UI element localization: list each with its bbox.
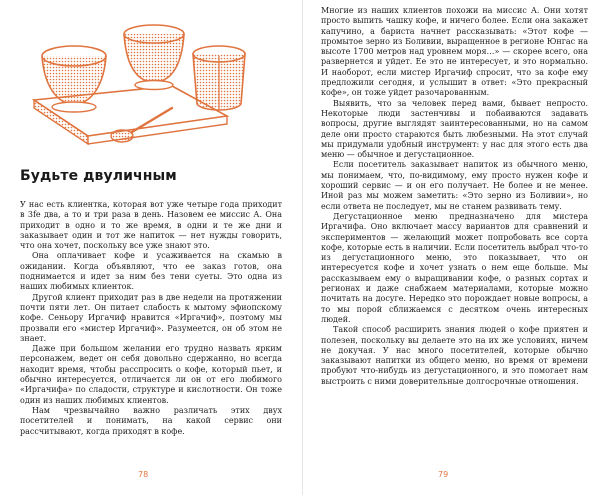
paragraph: Выявить, что за человек перед вами, бывает непросто. Некоторые люди застенчивы и побаиваются задавать вопросы, другие выглядят заинтересованными, но на самом деле они просто стараются быть любезными. На этот случай мы придумали удобный инструмент: у нас для этого есть два меню — обычное и дегустационное. [321,98,588,160]
section-heading: Будьте двуличным [20,168,177,184]
paragraph: Даже при большом желании его трудно назвать ярким персонажем, ведет он себя довольно сдержанно, но всегда находит время, чтобы расспросить о кофе, который пьет, и обычно интересуется, отличается ли он от его любимого «Иргачифа» по сладости, структуре и кислотности. Он тоже один из наших любимых клиентов. [20,344,282,405]
paragraph: Она оплачивает кофе и усаживается на скамью в ожидании. Когда объявляют, что ее заказ готов, она поднимается и идет за ним без тени суеты. Это одна из наших любимых клиенток. [20,251,282,292]
left-page [0,0,302,495]
paragraph: Многие из наших клиентов похожи на миссис А. Они хотят просто выпить чашку кофе, и ничего более. Если она закажет капучино, а бариста начнет рассказывать: «Этот кофе — промытое зерно из Боливии, выращенное в регионе Юнгас на высоте 1700 метров над уровнем моря…» — скорее всего, она развернется и уйдет. Ее это не интересует, и это нормально. И наоборот, если мистер Иргачиф спросит, что за кофе ему предложили сегодня, и услышит в ответ: «Это прекрасный кофе», он тоже уйдет разочарованным. [321,6,588,98]
paragraph: У нас есть клиентка, которая вот уже четыре года приходит в 3fe два, а то и три раза в день. Назовем ее миссис А. Она приходит в одно и то же время, в одни и те же дни и заказывает один и тот же напиток — нет нужды говорить, что она хочет, поскольку все уже знают это. [20,200,282,251]
left-body-text [20,200,282,437]
coffee-cups-illustration [22,12,254,160]
page-number: 79 [438,470,449,479]
right-body-text [321,6,588,387]
right-page [302,0,605,495]
paragraph: Такой способ расширить знания людей о кофе приятен и полезен, поскольку вы делаете это на их же условиях, ничем не докучая. У нас много посетителей, которые обычно заказывают напитки из общего меню, но время от времени пробуют что-нибудь из дегустационного, и это помогает нам выстроить с ними доверительные долгосрочные отношения. [321,325,588,386]
page-number: 78 [138,470,149,479]
paragraph: Если посетитель заказывает напиток из обычного меню, мы понимаем, что, по-видимому, ему просто нужен кофе и хороший сервис — и он его получает. Не более и не менее. Иной раз мы можем заметить: «Это зерно из Боливии», но если ответа не последует, мы не станем развивать тему. [321,160,588,211]
paragraph: Другой клиент приходит раз в две недели на протяжении почти пяти лет. Он питает слабость к мытому эфиопскому кофе. Сеньору Иргачиф нравится «Иргачиф», поэтому мы прозвали его «мистер Иргачиф». Разумеется, он об этом не знает. [20,292,282,343]
paragraph: Нам чрезвычайно важно различать этих двух посетителей и понимать, на какой сервис они рассчитывают, когда приходят в кофе. [20,405,282,436]
paragraph: Дегустационное меню предназначено для мистера Иргачифа. Оно включает массу вариантов для сравнений и экспериментов — желающий может попробовать все сорта кофе, которые есть в наличии. Если посетитель выбрал что-то из дегустационного меню, это показывает, что он интересуется кофе и хочет узнать о нем еще больше. Мы рассказываем ему о выращивании кофе, о разных сортах и регионах и даже снабжаем материалами, которые можно почитать на досуге. Нередко это порождает новые вопросы, а то мы порой сближаемся с десятком очень интересных людей. [321,211,588,324]
